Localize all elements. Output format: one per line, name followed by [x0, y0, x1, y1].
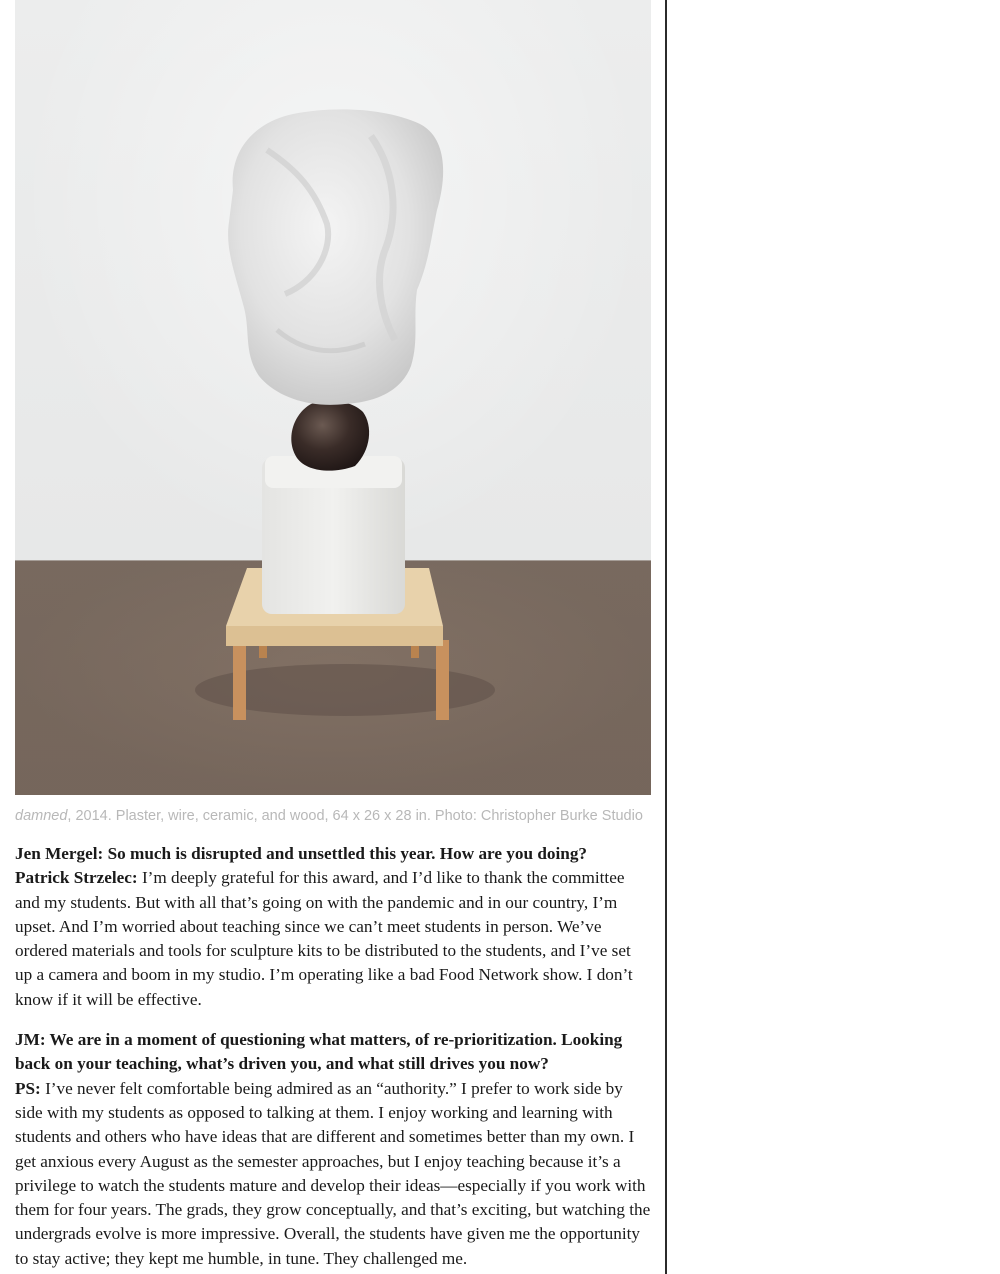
answer-speaker-1: Patrick Strzelec: — [15, 868, 138, 888]
answer-text-1: I’m deeply grateful for this award, and I’d like to thank the committee and my students. But with all that’s going on with the pandemic and in our country, I’m upset. And I’m worried about teaching since we can’t meet students in person. We’ve ordered materials and tools for sculpture kits to be distributed to the students, and I’ve set up a camera and boom in my studio. I’m operating like a bad Food Network show. I don’t know if it will be effective. — [15, 868, 633, 1009]
caption-title: damned — [15, 808, 68, 824]
figure-caption — [15, 807, 651, 825]
interview-answer-1 — [15, 866, 651, 1012]
interview-question-2: JM: We are in a moment of questioning what matters, of re-prioritization. Looking back on your teaching, what’s driven you, and what still drives you now? — [15, 1030, 623, 1074]
sculpture-photo — [15, 0, 651, 795]
sculpture-illustration — [15, 0, 651, 795]
answer-text-2: I’ve never felt comfortable being admired as an “authority.” I prefer to work side by side with my students as opposed to talking at them. I enjoy working and learning with students and others who have ideas that are different and sometimes better than my own. I get anxious every August as the semester approaches, but I enjoy teaching because it’s a privilege to watch the students mature and develop their ideas—especially if you work with them for four years. The grads, they grow conceptually, and that’s exciting, but watching the undergrads evolve is more impressive. Overall, the students have given me the opportunity to stay active; they kept me humble, in tune. They challenged me. — [15, 1078, 651, 1268]
answer-speaker-2: PS: — [15, 1078, 41, 1098]
article-column — [15, 0, 651, 1271]
column-divider — [665, 0, 667, 1274]
interview-question-1: Jen Mergel: So much is disrupted and unsettled this year. How are you doing? — [15, 844, 588, 863]
caption-details: , 2014. Plaster, wire, ceramic, and wood, 64 x 26 x 28 in. Photo: Christopher Burke Studio — [67, 808, 643, 824]
interview-answer-2 — [15, 1077, 651, 1271]
interview-block-1 — [15, 842, 651, 1012]
interview-block-2 — [15, 1028, 651, 1271]
